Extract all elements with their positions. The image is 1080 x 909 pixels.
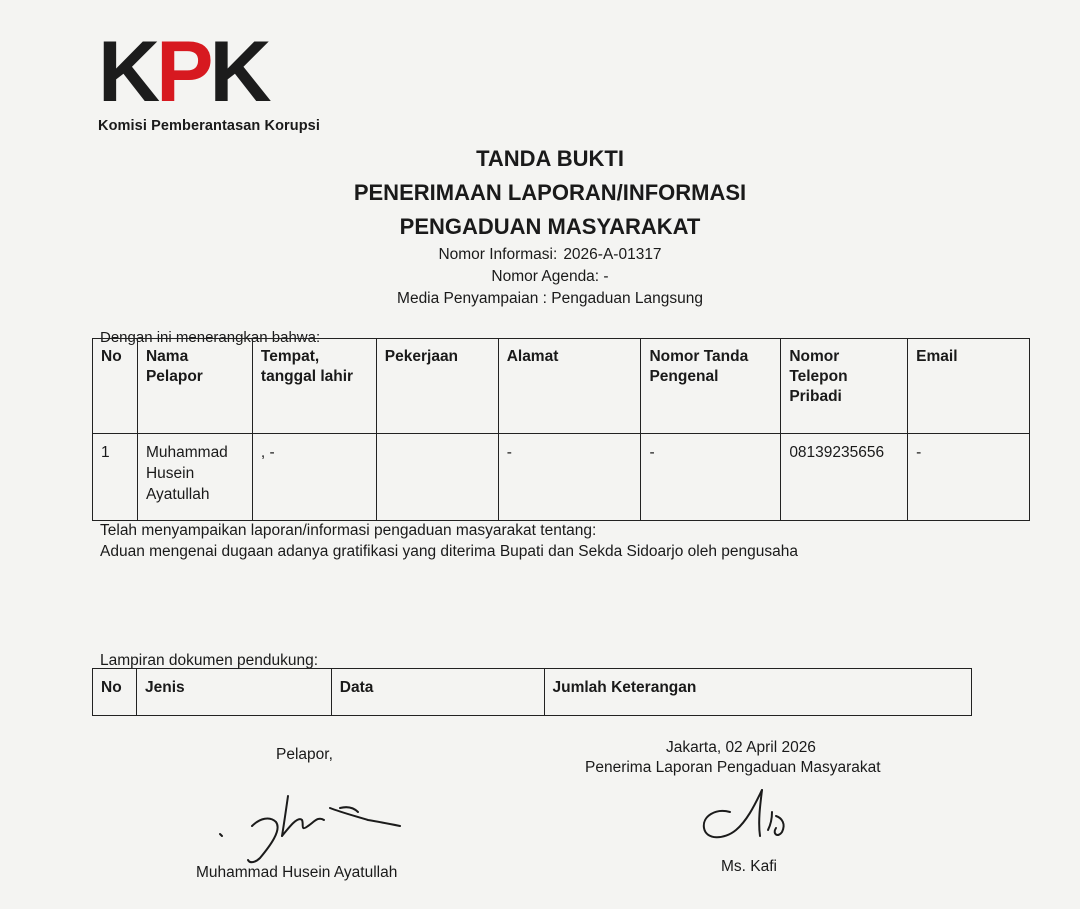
cell-tempat-tanggal-lahir: , - (252, 434, 376, 521)
header-nomor-telepon: Nomor Telepon Pribadi (781, 339, 908, 434)
subject-intro: Telah menyampaikan laporan/informasi pengaduan masyarakat tentang: (100, 522, 597, 539)
cell-nama-pelapor: Muhammad Husein Ayatullah (137, 434, 252, 521)
receipt-date: Jakarta, 02 April 2026 (666, 739, 816, 756)
logo-letter-k-second: K (209, 24, 268, 120)
attachments-header-jenis: Jenis (136, 669, 331, 716)
receiver-name: Ms. Kafi (721, 858, 777, 875)
logo-letter-k: K (98, 24, 157, 120)
attachments-table (92, 668, 972, 716)
header-email: Email (908, 339, 1030, 434)
logo-letter-p: P (156, 24, 210, 120)
nomor-agenda: Nomor Agenda: - (491, 268, 609, 285)
title-line-1: TANDA BUKTI (476, 146, 624, 171)
attachments-header-data: Data (331, 669, 544, 716)
table-header-row (93, 339, 1030, 434)
header-nama-pelapor: Nama Pelapor (137, 339, 252, 434)
cell-email: - (908, 434, 1030, 521)
nomor-informasi (300, 244, 800, 266)
subject-description: Aduan mengenai dugaan adanya gratifikasi yang diterima Bupati dan Sekda Sidoarjo oleh pengusaha (100, 543, 798, 560)
header-no: No (93, 339, 138, 434)
document-title (300, 142, 800, 310)
kpk-logo (98, 24, 320, 134)
receiver-signature (690, 782, 810, 858)
cell-alamat: - (498, 434, 641, 521)
nomor-informasi-value: 2026-A-01317 (563, 246, 662, 263)
kpk-logo-mark (98, 24, 320, 120)
attachments-label: Lampiran dokumen pendukung: (100, 652, 319, 669)
table-row (93, 434, 1030, 521)
title-line-2: PENERIMAAN LAPORAN/INFORMASI (353, 180, 747, 205)
cell-pekerjaan (376, 434, 498, 521)
intro-text: Dengan ini menerangkan bahwa: (100, 329, 321, 346)
title-line-3: PENGADUAN MASYARAKAT (399, 214, 701, 239)
nomor-informasi-label: Nomor Informasi: (438, 246, 558, 263)
cell-nomor-telepon: 08139235656 (781, 434, 908, 521)
complaint-subject (100, 520, 798, 562)
attachments-header-row (93, 669, 972, 716)
header-pekerjaan: Pekerjaan (376, 339, 498, 434)
attachments-header-no: No (93, 669, 137, 716)
header-nomor-tanda-pengenal: Nomor Tanda Pengenal (641, 339, 781, 434)
media-penyampaian: Media Penyampaian : Pengaduan Langsung (397, 290, 703, 307)
reporter-table (92, 338, 1030, 521)
header-alamat: Alamat (498, 339, 641, 434)
attachments-header-jumlah-keterangan: Jumlah Keterangan (544, 669, 972, 716)
logo-subtitle: Komisi Pemberantasan Korupsi (98, 118, 320, 134)
reporter-signature-label: Pelapor, (276, 746, 333, 763)
reporter-name: Muhammad Husein Ayatullah (196, 864, 398, 881)
receiver-role: Penerima Laporan Pengaduan Masyarakat (585, 759, 881, 776)
cell-no: 1 (93, 434, 138, 521)
header-tempat-tanggal-lahir: Tempat, tanggal lahir (252, 339, 376, 434)
cell-nomor-tanda-pengenal: - (641, 434, 781, 521)
reporter-signature (190, 786, 410, 866)
